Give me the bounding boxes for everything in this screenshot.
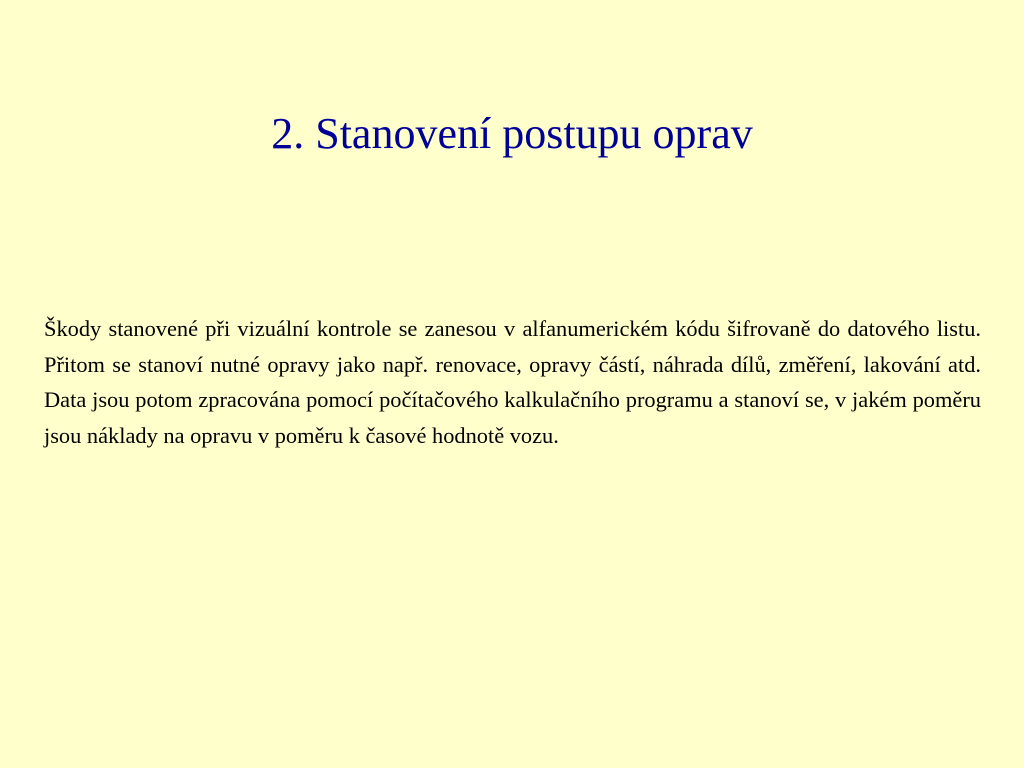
slide-body-text: Škody stanovené při vizuální kontrole se zanesou v alfanumerickém kódu šifrovaně do datového listu. Přitom se stanoví nutné opravy jako např. renovace, opravy částí, náhrada dílů, změření, lakování atd. Data jsou potom zpracována pomocí počítačového kalkulačního programu a stanoví se, v jakém poměru jsou náklady na opravu v poměru k časové hodnotě vozu. (44, 316, 981, 448)
slide-title: 2. Stanovení postupu oprav (271, 109, 753, 158)
